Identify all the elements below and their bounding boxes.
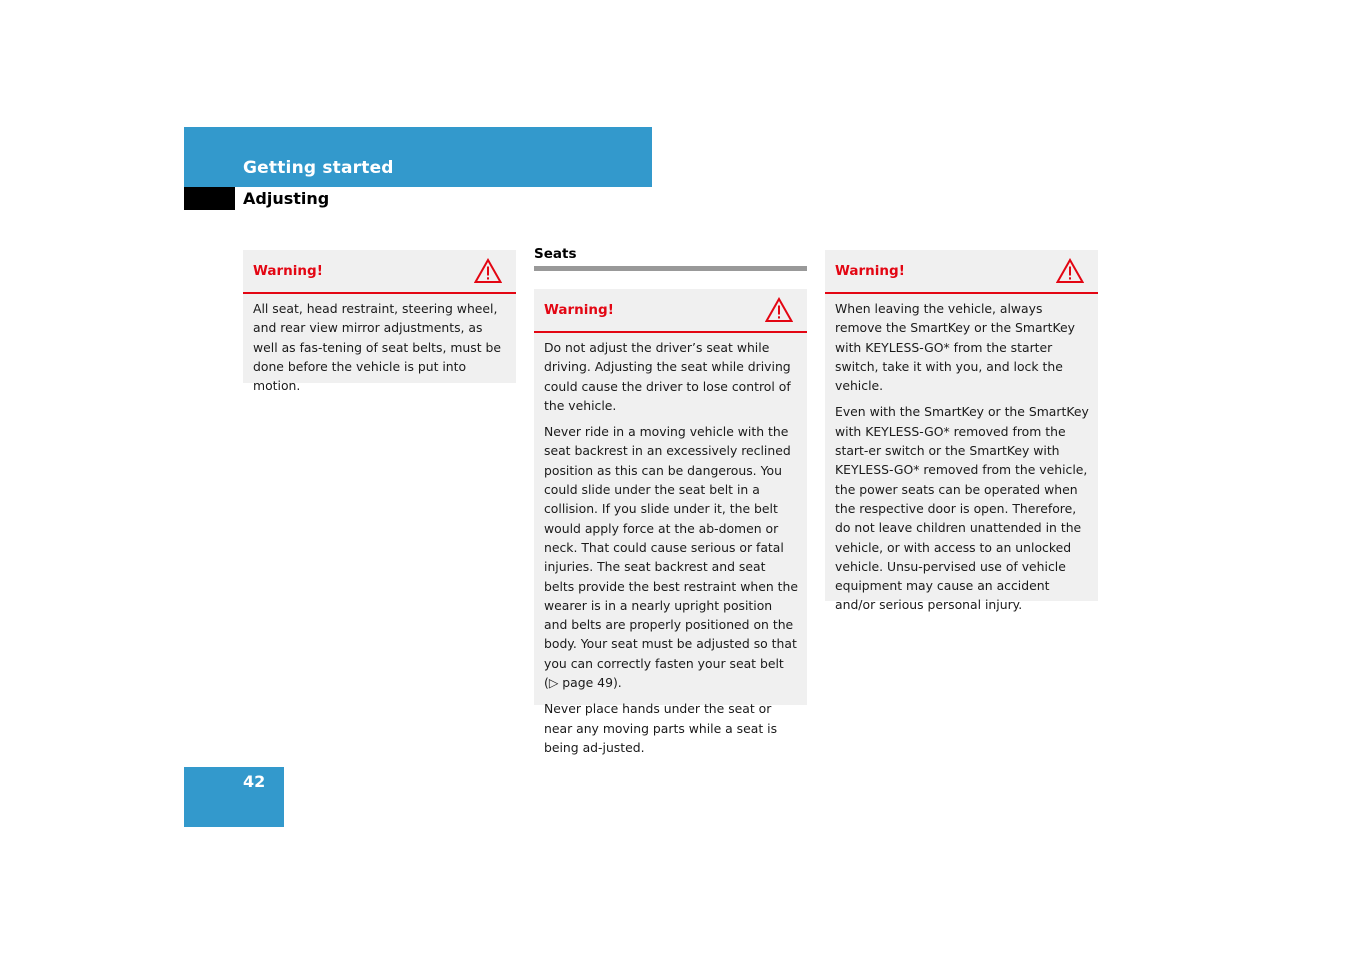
warning-paragraph: Never ride in a moving vehicle with the seat backrest in an excessively reclined position as this can be dangerous. You could slide under the seat belt in a collision. If you slide under it, the belt would apply force at the ab-domen or neck. That could cause serious or fatal injuries. The seat backrest and seat belts provide the best restraint when the wearer is in a nearly upright position and belts are properly positioned on the body. Your seat must be adjusted so that you can correctly fasten your seat belt (▷ page 49). bbox=[544, 424, 798, 691]
warning-label: Warning! bbox=[835, 263, 905, 279]
warning-paragraph: Even with the SmartKey or the SmartKey with KEYLESS-GO* removed from the start-er switch or the SmartKey with KEYLESS-GO* removed from the vehicle, the power seats can be operated when the respective door is open. Therefore, do not leave children unattended in the vehicle, or with access to an unlocked vehicle. Unsu-pervised use of vehicle equipment may cause an accident and/or serious personal injury. bbox=[835, 404, 1089, 613]
subsection-title: Adjusting bbox=[243, 189, 330, 208]
warning-triangle-icon bbox=[474, 258, 502, 284]
seats-warning-box bbox=[534, 289, 807, 755]
warning-triangle-icon bbox=[765, 297, 793, 323]
warning-paragraph: When leaving the vehicle, always remove the SmartKey or the SmartKey with KEYLESS-GO* from the starter switch, take it with you, and lock the vehicle. bbox=[835, 301, 1075, 394]
right-warning-box bbox=[825, 250, 1098, 613]
page-number-box bbox=[184, 767, 284, 827]
warning-label: Warning! bbox=[544, 302, 614, 318]
warning-header bbox=[534, 289, 807, 333]
warning-body bbox=[825, 294, 1098, 621]
section-title: Getting started bbox=[243, 158, 394, 178]
warning-paragraph: Never place hands under the seat or near any moving parts while a seat is being ad-justed. bbox=[544, 701, 778, 755]
warning-paragraph: All seat, head restraint, steering wheel, and rear view mirror adjustments, as well as fas-tening of seat belts, must be done before the vehicle is put into motion. bbox=[253, 301, 502, 394]
warning-paragraph: Do not adjust the driver’s seat while driving. Adjusting the seat while driving could cause the driver to lose control of the vehicle. bbox=[544, 340, 791, 413]
warning-header bbox=[243, 250, 516, 294]
warning-triangle-icon bbox=[1056, 258, 1084, 284]
left-warning-box bbox=[243, 250, 516, 394]
warning-label: Warning! bbox=[253, 263, 323, 279]
page-number: 42 bbox=[243, 772, 266, 791]
warning-header bbox=[825, 250, 1098, 294]
section-tab-marker bbox=[184, 187, 235, 210]
seats-heading: Seats bbox=[534, 246, 577, 262]
warning-body bbox=[243, 294, 516, 401]
header-bar bbox=[184, 127, 652, 187]
section-rule bbox=[534, 266, 807, 271]
warning-body bbox=[534, 333, 807, 763]
